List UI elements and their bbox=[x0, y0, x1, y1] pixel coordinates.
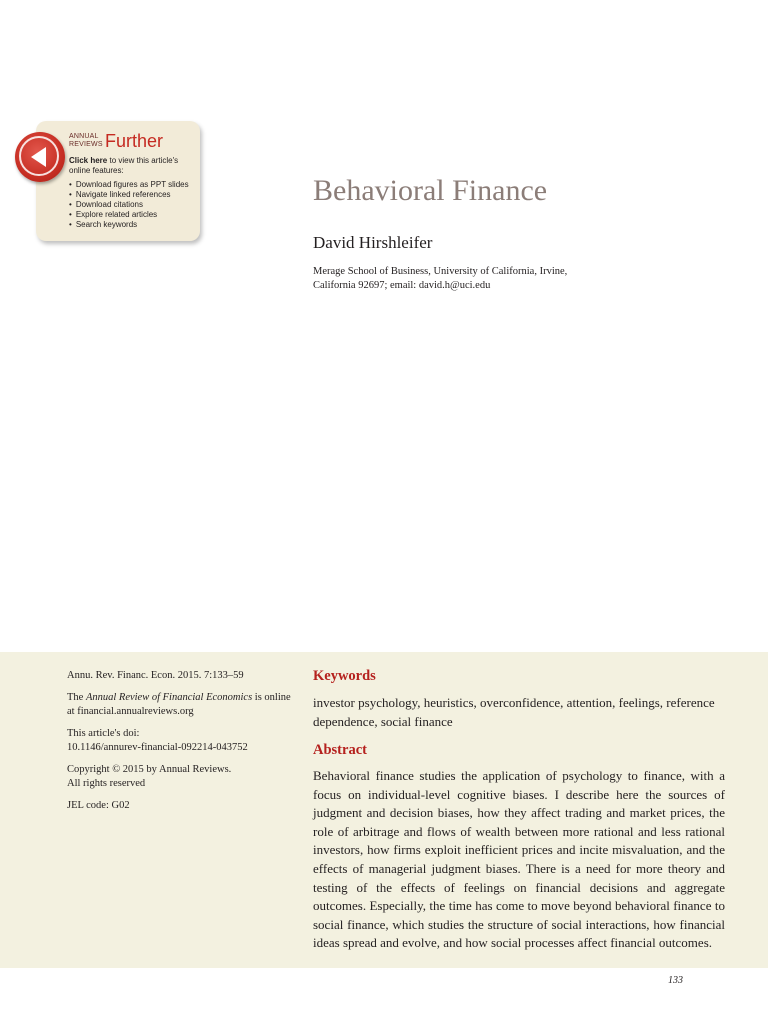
article-title: Behavioral Finance bbox=[313, 174, 548, 207]
doi-value: 10.1146/annurev-financial-092214-043752 bbox=[67, 742, 248, 753]
click-here-link[interactable]: Click here bbox=[69, 156, 108, 165]
feature-item-ppt[interactable]: • Download figures as PPT slides bbox=[69, 180, 189, 190]
jel-code: JEL code: G02 bbox=[67, 800, 130, 811]
keywords-heading: Keywords bbox=[313, 668, 376, 684]
abstract-heading: Abstract bbox=[313, 742, 367, 758]
rights: All rights reserved bbox=[67, 778, 146, 789]
further-features-list bbox=[69, 180, 189, 230]
further-title: Further bbox=[105, 131, 164, 151]
article-author: David Hirshleifer bbox=[313, 233, 433, 252]
citation: Annu. Rev. Financ. Econ. 2015. 7:133–59 bbox=[67, 670, 244, 681]
journal-name: Annual Review of Financial Economics bbox=[85, 692, 253, 703]
article-metadata bbox=[67, 669, 292, 821]
feature-item-related[interactable]: • Explore related articles bbox=[69, 210, 189, 220]
doi-block bbox=[67, 727, 292, 755]
keywords-text: investor psychology, heuristics, overconfidence, attention, feelings, reference dependence, social finance bbox=[313, 695, 715, 729]
author-affiliation: Merage School of Business, University of California, Irvine, California 92697; email: david.h@uci.edu bbox=[313, 266, 568, 291]
copyright: Copyright © 2015 by Annual Reviews. bbox=[67, 764, 232, 775]
copyright-block bbox=[67, 763, 292, 791]
doi-label: This article's doi: bbox=[67, 728, 140, 739]
click-here-rest: to view this article's online features: bbox=[69, 156, 179, 175]
left-arrow-icon bbox=[28, 145, 48, 169]
feature-item-keywords[interactable]: • Search keywords bbox=[69, 220, 189, 230]
further-click-text bbox=[69, 156, 197, 175]
feature-item-references[interactable]: • Navigate linked references bbox=[69, 190, 189, 200]
annual-reviews-logo: ANNUAL REVIEWS bbox=[69, 133, 103, 148]
back-arrow-button[interactable] bbox=[15, 132, 65, 182]
feature-item-citations[interactable]: • Download citations bbox=[69, 200, 189, 210]
page-number: 133 bbox=[668, 975, 683, 986]
abstract-text: Behavioral finance studies the application of psychology to finance, with a focus on individual-level cognitive biases. I describe here the sources of judgment and decision biases, how they affect trading and market prices, the role of arbitrage and flows of wealth between more rational and less rational investors, how firms exploit inefficient prices and incite misvaluation, and the effects of managerial judgment biases. There is a need for more theory and testing of the effects of feelings on financial decisions and aggregate outcomes. Especially, the time has come to move beyond behavioral finance to social finance, which studies the structure of social interactions, how financial ideas spread and evolve, and how social processes affect financial outcomes. bbox=[313, 768, 725, 951]
online-note: The Annual Review of Financial Economics is online at financial.annualreviews.org bbox=[67, 692, 291, 717]
